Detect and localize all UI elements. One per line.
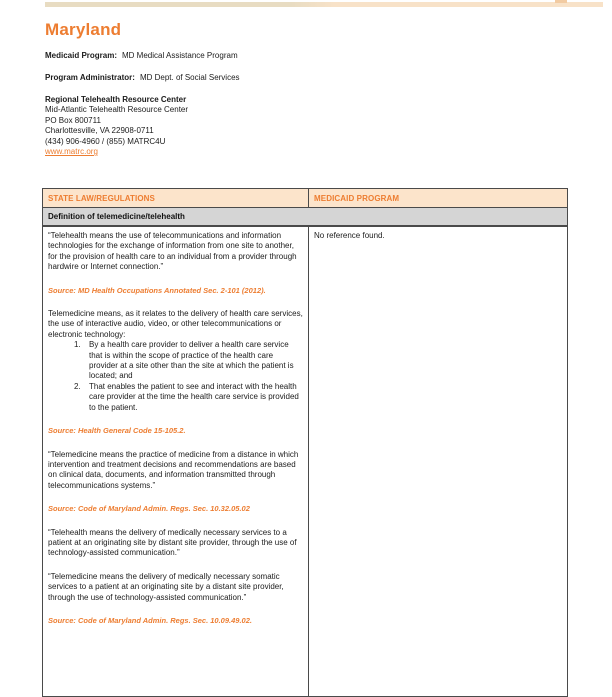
source-citation-occupations: Source: MD Health Occupations Annotated Sec. 2-101 (2012). xyxy=(48,285,266,295)
medicaid-program-field xyxy=(45,51,238,61)
resource-center-org: Mid-Atlantic Telehealth Resource Center xyxy=(45,105,189,115)
medicaid-program-label: Medicaid Program: xyxy=(45,51,118,60)
telemedicine-criteria-list xyxy=(48,340,303,413)
resource-center-heading: Regional Telehealth Resource Center xyxy=(45,95,187,104)
program-administrator-label: Program Administrator: xyxy=(45,73,135,82)
column-header-medicaid-program: MEDICAID PROGRAM xyxy=(309,189,568,208)
page-title: Maryland xyxy=(45,20,122,39)
state-law-cell xyxy=(43,226,309,696)
source-citation-admin-regs-1: Source: Code of Maryland Admin. Regs. Sec. 10.32.05.02 xyxy=(48,504,250,514)
table-body-row xyxy=(43,226,568,696)
source-citation-health-general: Source: Health General Code 15-105.2. xyxy=(48,426,186,436)
no-reference-text: No reference found. xyxy=(314,231,385,240)
list-item: That enables the patient to see and interact with the health care provider at the time the health care service is provided to the patient. xyxy=(89,381,299,412)
table-header-row xyxy=(43,189,568,208)
resource-center-city: Charlottesville, VA 22908-0711 xyxy=(45,126,154,136)
top-accent-bar xyxy=(45,2,603,7)
telemedicine-definition-intro: Telemedicine means, as it relates to the delivery of health care services, the use of interactive audio, video, or other telecommunications or electronic technology: xyxy=(48,309,303,339)
section-header-row xyxy=(43,208,568,227)
medicaid-program-value: MD Medical Assistance Program xyxy=(122,51,238,60)
program-administrator-value: MD Dept. of Social Services xyxy=(139,73,240,82)
list-item: By a health care provider to deliver a health care service that is within the scope of practice of the health care provider at a site other than the site at which the patient is located; and xyxy=(89,340,294,381)
telehealth-definition-quote: “Telehealth means the use of telecommunications and information technologies for the exchange of information from one site to another, for the provision of health care to an individual from a provider through hardwire or Internet connection.” xyxy=(48,231,297,272)
top-accent-bar-tick xyxy=(555,0,567,3)
resource-center-block xyxy=(45,95,188,157)
resource-center-pobox: PO Box 800711 xyxy=(45,115,101,125)
telemedicine-practice-quote: “Telemedicine means the practice of medicine from a distance in which intervention and treatment decisions and recommendations are based on clinical data, documents, and information transmitted through telecommunications systems.” xyxy=(48,449,299,490)
law-regulations-table xyxy=(42,188,568,697)
column-header-state-law: STATE LAW/REGULATIONS xyxy=(43,189,309,208)
telehealth-delivery-quote: “Telehealth means the delivery of medically necessary services to a patient at an originating site by distant site provider, through the use of technology-assisted communication.” xyxy=(48,527,297,558)
matrc-website-link[interactable]: www.matrc.org xyxy=(45,147,98,157)
section-header-definition: Definition of telemedicine/telehealth xyxy=(43,208,568,227)
source-citation-admin-regs-2: Source: Code of Maryland Admin. Regs. Sec. 10.09.49.02. xyxy=(48,615,252,625)
resource-center-phone: (434) 906-4960 / (855) MATRC4U xyxy=(45,136,166,146)
program-administrator-field xyxy=(45,73,240,83)
telemedicine-delivery-quote: “Telemedicine means the delivery of medically necessary somatic services to a patient at an originating site by a distant site provider, through the use of technology-assisted communication.” xyxy=(48,571,284,602)
medicaid-program-cell xyxy=(309,226,568,696)
